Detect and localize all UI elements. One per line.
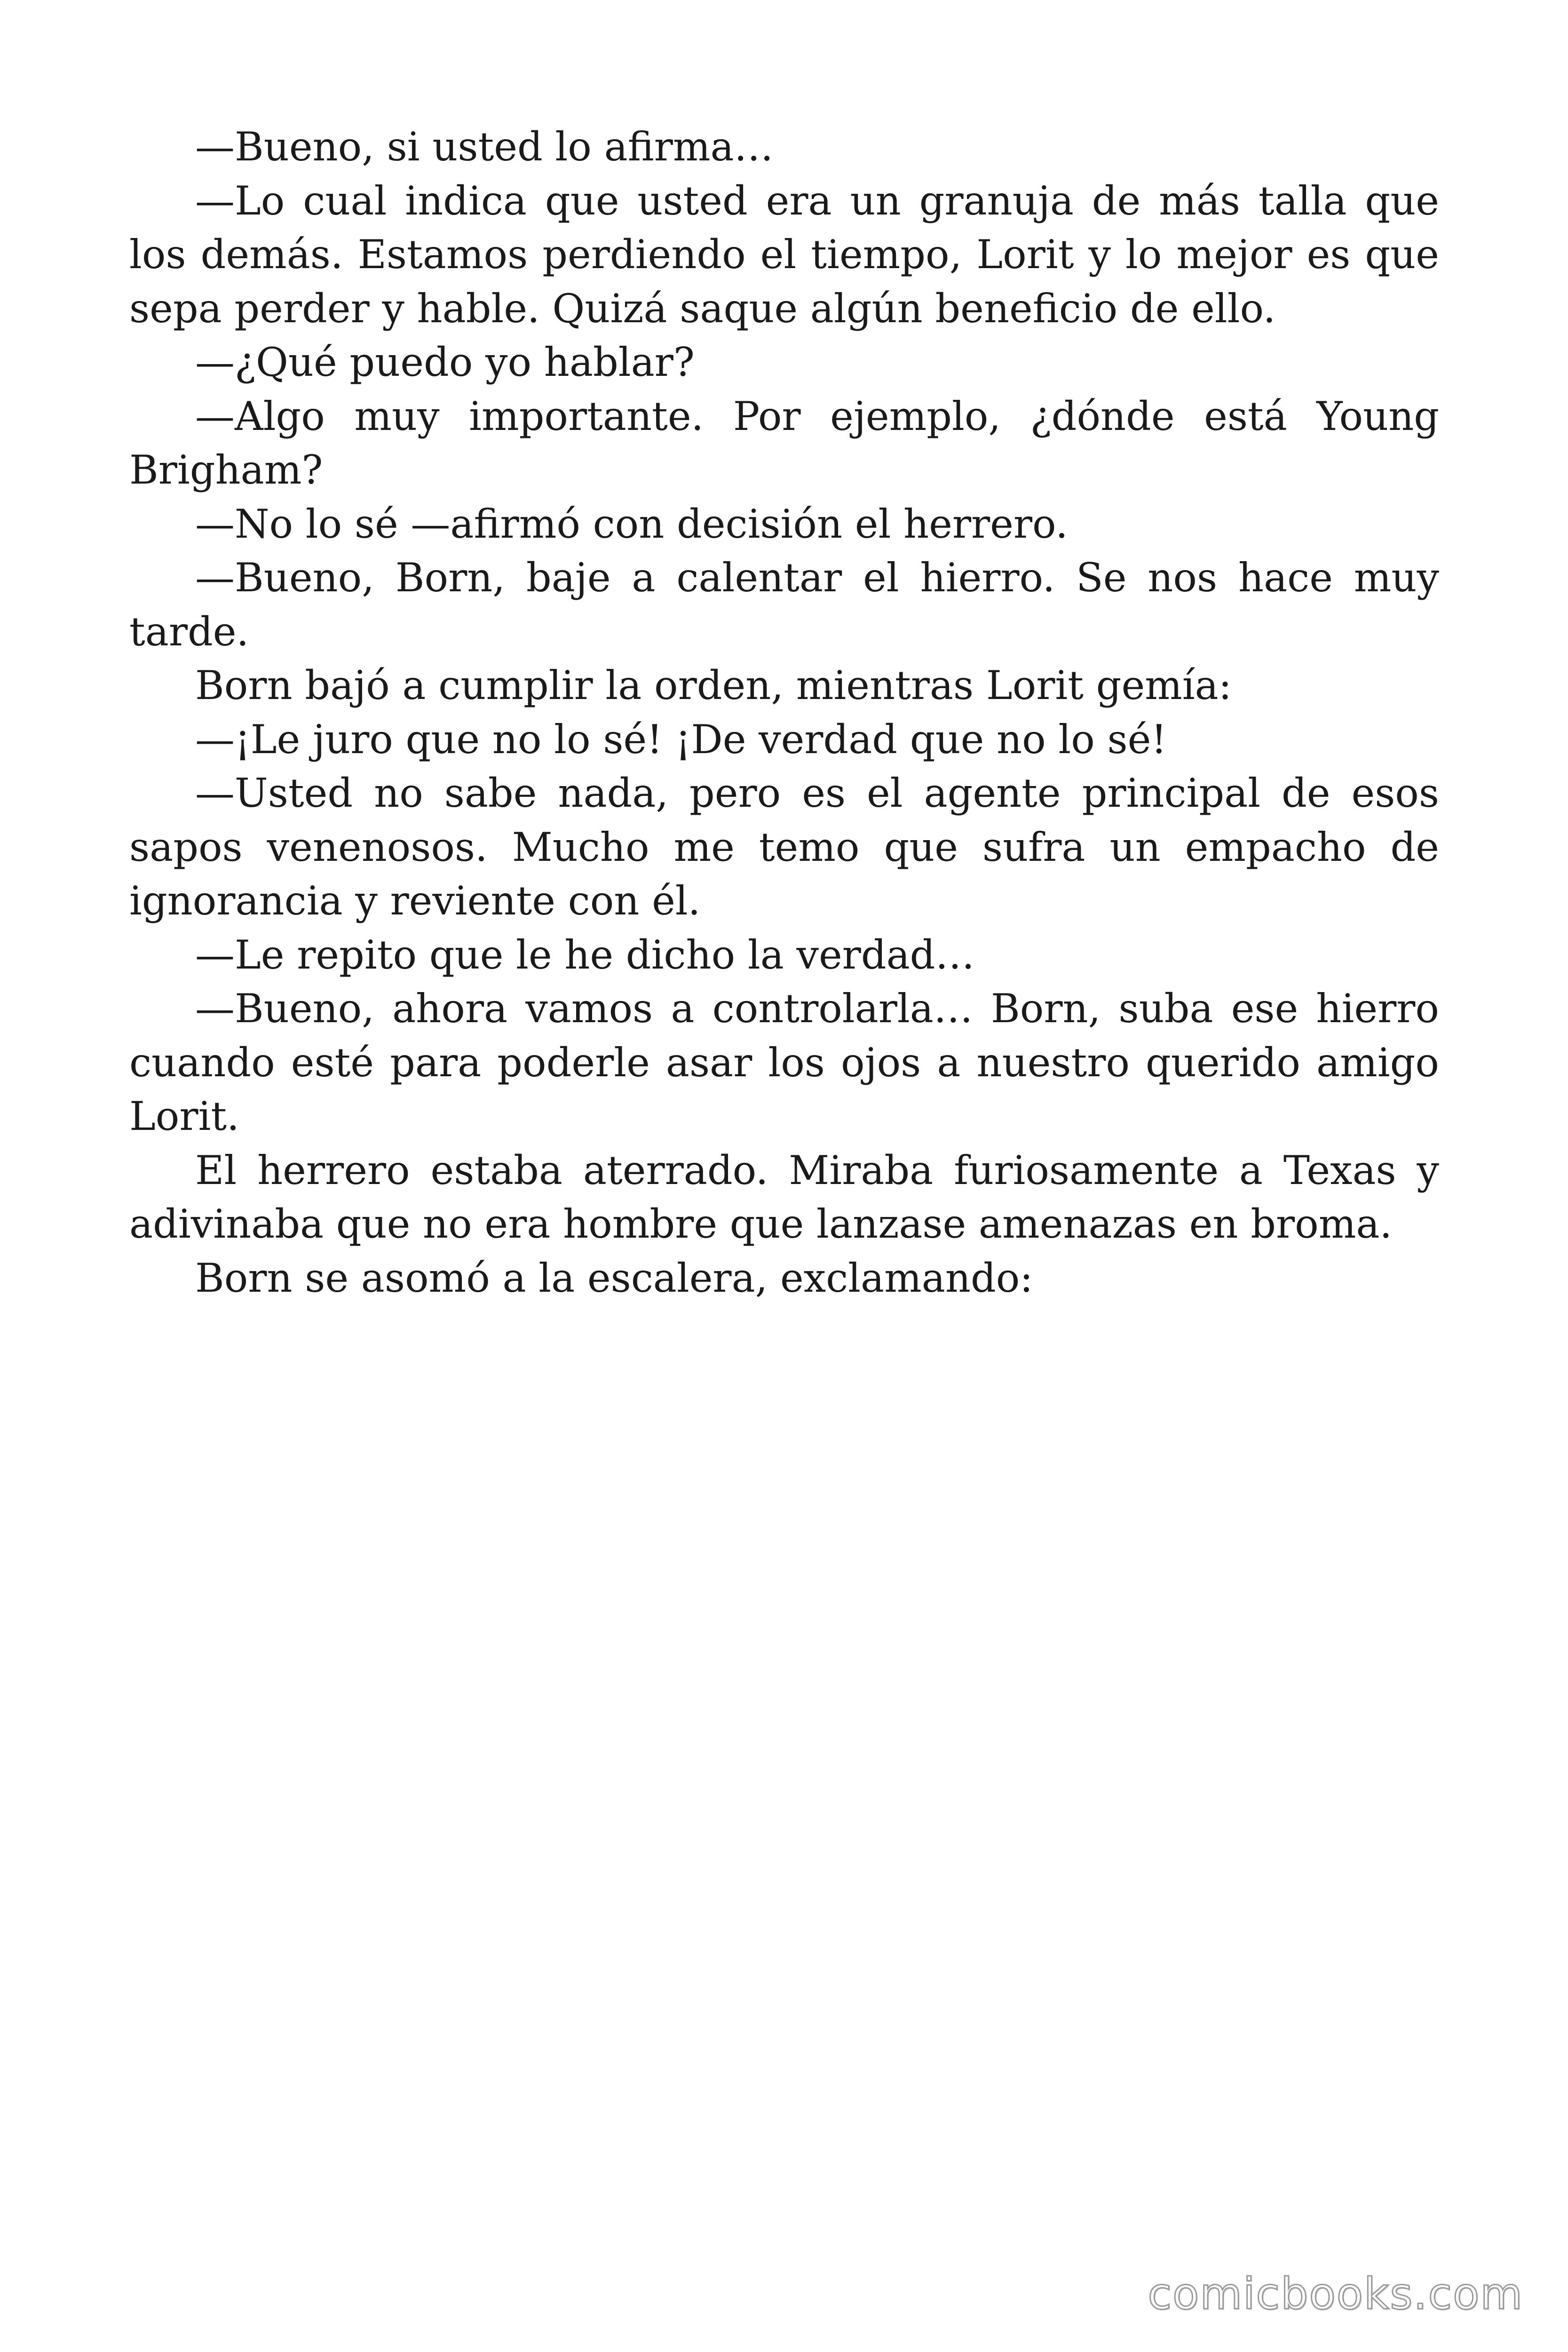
paragraph: —Lo cual indica que usted era un granuja de más talla que los demás. Estamos perdiendo el tiempo, Lorit y lo mejor es que sepa perder y hable. Quizá saque algún beneficio de ello. xyxy=(129,177,1439,332)
paragraph: El herrero estaba aterrado. Miraba furiosamente a Texas y adivinaba que no era hombre que lanzase amenazas en broma. xyxy=(129,1147,1439,1247)
paragraph: —¿Qué puedo yo hablar? xyxy=(195,339,695,385)
paragraph: Born se asomó a la escalera, exclamando: xyxy=(195,1255,1033,1301)
paragraph: —Algo muy importante. Por ejemplo, ¿dónde está Young Brigham? xyxy=(129,393,1439,493)
paragraph: —¡Le juro que no lo sé! ¡De verdad que no lo sé! xyxy=(195,716,1167,763)
paragraph: Born bajó a cumplir la orden, mientras Lorit gemía: xyxy=(195,662,1232,708)
page-body-text xyxy=(129,120,1439,1305)
paragraph: —Le repito que le he dicho la verdad… xyxy=(195,931,975,978)
paragraph: —Usted no sabe nada, pero es el agente principal de esos sapos venenosos. Mucho me temo que sufra un empacho de ignorancia y reviente con él. xyxy=(129,770,1439,924)
paragraph: —No lo sé —afirmó con decisión el herrero. xyxy=(195,501,1068,547)
paragraph: —Bueno, Born, baje a calentar el hierro. Se nos hace muy tarde. xyxy=(129,555,1439,655)
paragraph: —Bueno, ahora vamos a controlarla… Born, suba ese hierro cuando esté para poderle asar los ojos a nuestro querido amigo Lorit. xyxy=(129,985,1439,1139)
watermark-logo: comicbooks.com xyxy=(1148,2269,1523,2319)
paragraph: —Bueno, si usted lo afirma… xyxy=(195,124,774,170)
